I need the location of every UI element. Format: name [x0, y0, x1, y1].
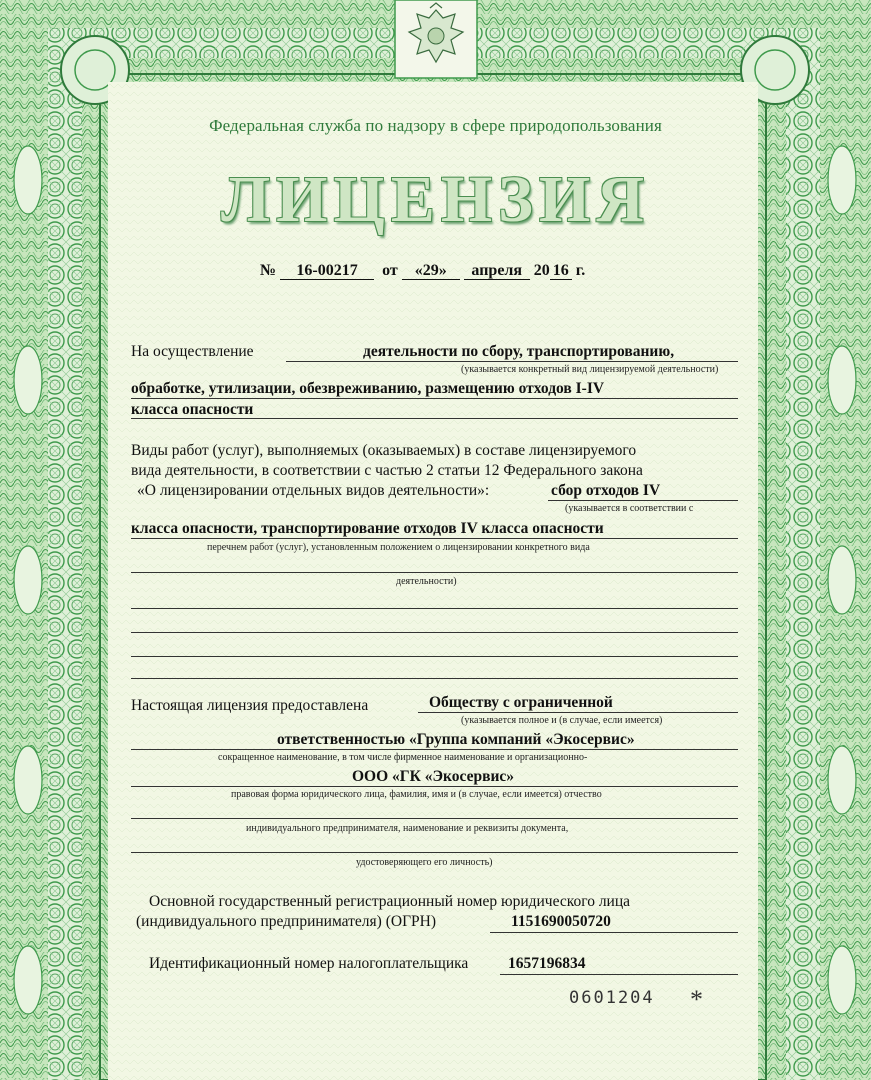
grantee-hint-3: правовая форма юридического лица, фамилия, имя и (в случае, если имеется) отчество [231, 789, 602, 800]
activity-line-2: обработке, утилизации, обезвреживанию, размещению отходов I-IV [131, 380, 605, 397]
activity-underline-2 [131, 398, 738, 399]
grantee-underline-2 [131, 749, 738, 750]
activity-hint: (указывается конкретный вид лицензируемой деятельности) [461, 364, 719, 375]
blank-line-4 [131, 678, 738, 679]
blank-line-3 [131, 656, 738, 657]
blank-line-2 [131, 632, 738, 633]
ogrn-label-2: (индивидуального предпринимателя) (ОГРН) [136, 913, 437, 930]
form-serial-number: 0601204 [569, 988, 655, 1008]
issuing-authority: Федеральная служба по надзору в сфере природопользования [209, 116, 662, 135]
grantee-underline-3 [131, 786, 738, 787]
works-text-3: «О лицензировании отдельных видов деятельности»: [137, 482, 490, 499]
grantee-line-2: ответственностью «Группа компаний «Экосервис» [277, 731, 635, 748]
grantee-hint-5: удостоверяющего его личность) [356, 857, 493, 868]
grantee-underline-5 [131, 852, 738, 853]
grantee-hint-1: (указывается полное и (в случае, если имеется) [461, 715, 663, 726]
inn-label: Идентификационный номер налогоплательщика [149, 955, 469, 972]
coat-of-arms-icon [393, 0, 479, 80]
grantee-underline-4 [131, 818, 738, 819]
works-hint-3: деятельности) [396, 576, 457, 587]
works-hint-1: (указывается в соответствии с [565, 503, 694, 514]
ogrn-label-1: Основной государственный регистрационный номер юридического лица [149, 893, 631, 910]
grantee-line-3: ООО «ГК «Экосервис» [352, 768, 515, 785]
grantee-label: Настоящая лицензия предоставлена [131, 697, 369, 714]
works-underline-1 [548, 500, 738, 501]
date-year-suffix: 16 [550, 262, 572, 280]
activity-label: На осуществление [131, 343, 254, 360]
activity-underline-1 [286, 361, 738, 362]
grantee-line-1: Обществу с ограниченной [429, 694, 613, 711]
serial-mark: * [690, 985, 703, 1014]
date-year-prefix: 20 [533, 262, 550, 279]
ogrn-value: 1151690050720 [511, 913, 611, 930]
date-month: апреля [464, 262, 530, 280]
inn-underline [500, 974, 738, 975]
document-title: ЛИЦЕНЗИЯ [220, 163, 651, 236]
activity-line-3: класса опасности [131, 401, 254, 418]
blank-line-1 [131, 608, 738, 609]
grantee-hint-2: сокращенное наименование, в том числе фирменное наименование и организационно- [218, 752, 588, 763]
date-day: «29» [402, 262, 460, 280]
date-year-unit: г. [575, 262, 586, 279]
works-underline-2 [131, 538, 738, 539]
works-text-2: вида деятельности, в соответствии с частью 2 статьи 12 Федерального закона [131, 462, 643, 479]
date-from-label: от [382, 262, 398, 279]
number-prefix: № [260, 262, 277, 279]
inn-value: 1657196834 [508, 955, 586, 972]
works-text-1: Виды работ (услуг), выполняемых (оказываемых) в составе лицензируемого [131, 442, 637, 459]
activity-underline-3 [131, 418, 738, 419]
license-number: 16-00217 [280, 262, 374, 280]
ogrn-underline [490, 932, 738, 933]
activity-line-1: деятельности по сбору, транспортированию, [363, 343, 675, 360]
works-value-2: класса опасности, транспортирование отходов IV класса опасности [131, 520, 604, 537]
grantee-hint-4: индивидуального предпринимателя, наименование и реквизиты документа, [246, 823, 569, 834]
grantee-underline-1 [418, 712, 738, 713]
works-value-1: сбор отходов IV [551, 482, 661, 499]
license-number-line [260, 262, 585, 280]
works-hint-2: перечнем работ (услуг), установленным положением о лицензировании конкретного вида [207, 542, 590, 553]
works-underline-3 [131, 572, 738, 573]
